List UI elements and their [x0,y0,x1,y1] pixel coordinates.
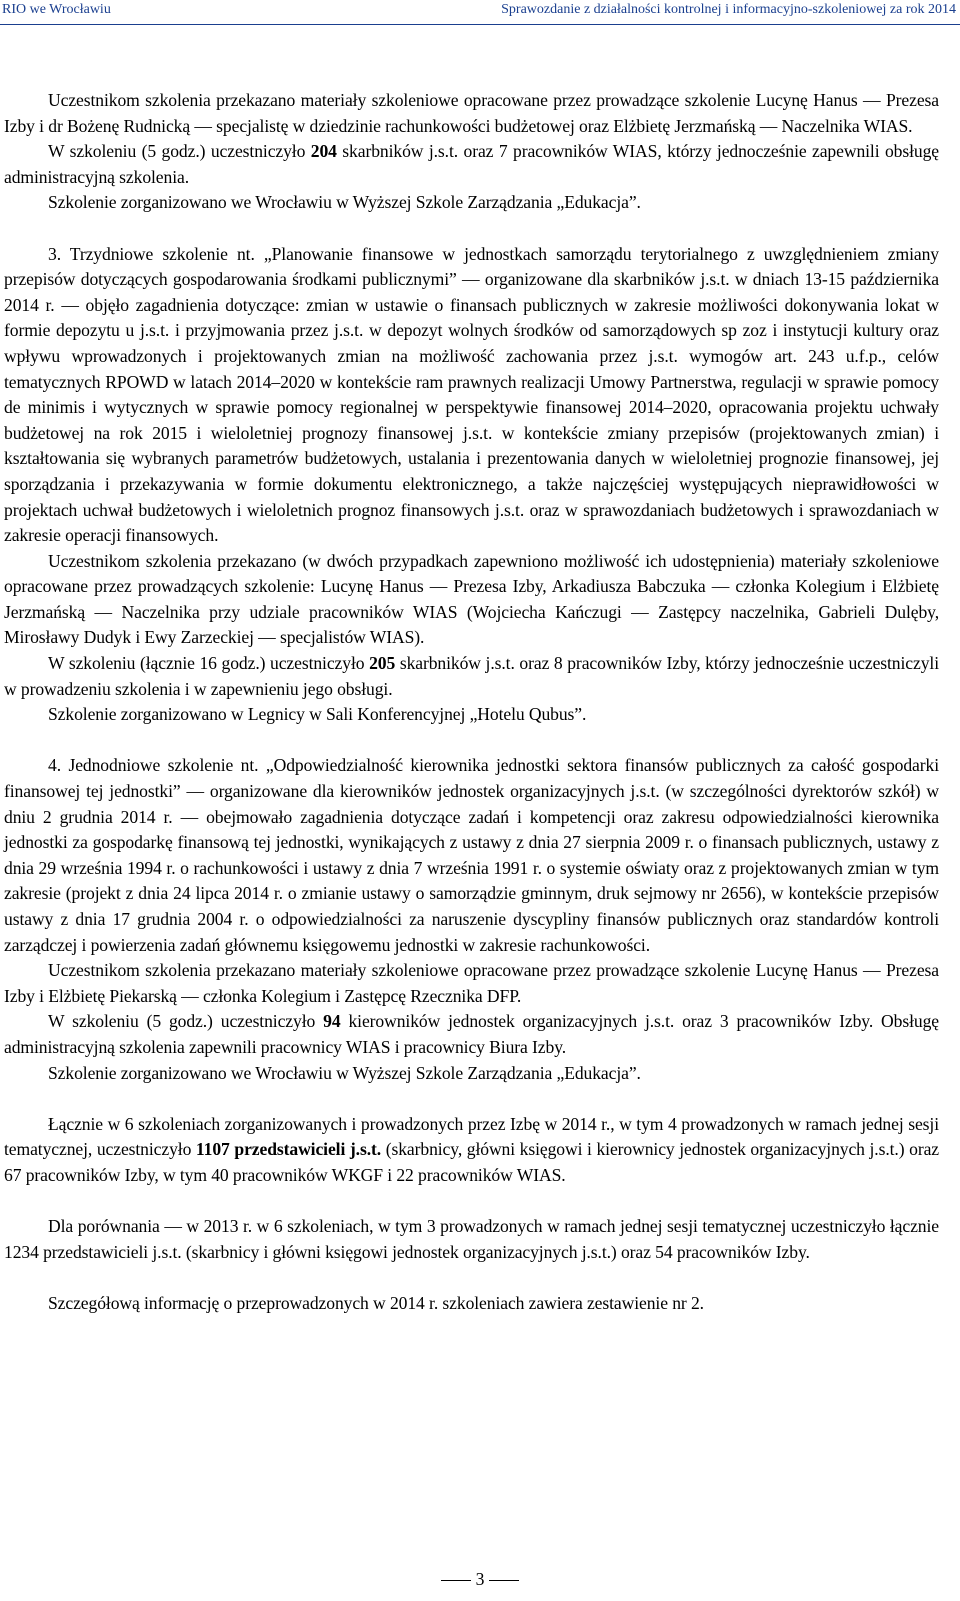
paragraph: 4. Jednodniowe szkolenie nt. „Odpowiedzialność kierownika jednostki sektora finansów publicznych za całość gospodarki finansowej tej jednostki” — organizowane dla kierowników jednostek organizacyjnych j.s.t. (w szczególności dyrektorów szkół) w dniu 2 grudnia 2014 r. — obejmowało zagadnienia dotyczące zadań i kompetencji oraz zakresu odpowiedzialności kierownika jednostki za gospodarkę finansową tej jednostki, wynikających z ustawy z dnia 27 sierpnia 2009 r. o finansach publicznych, ustawy z dnia 29 września 1994 r. o rachunkowości i ustawy z dnia 7 września 1991 r. o systemie oświaty oraz z projektowanych zmian w tym zakresie (projekt z dnia 24 lipca 2014 r. o zmianie ustawy o samorządzie gminnym, druk sejmowy nr 2656), w kontekście przepisów ustawy z dnia 17 grudnia 2004 r. o odpowiedzialności za naruszenie dyscypliny finansów publicznych oraz standardów kontroli zarządczej i powierzenia zadań głównemu księgowemu jednostki w zakresie rachunkowości. [4,755,939,955]
running-header [2,2,956,22]
paragraph: 3. Trzydniowe szkolenie nt. „Planowanie finansowe w jednostkach samorządu terytorialnego z uwzględnieniem zmiany przepisów dotyczących gospodarowania środkami publicznymi” — organizowane dla skarbników j.s.t. w dniach 13-15 października 2014 r. — objęło zagadnienia dotyczące: zmian w ustawie o finansach publicznych w zakresie możliwości dokonywania lokat w formie depozytu u j.s.t. i przyjmowania przez j.s.t. w depozyt wolnych środków od samorządowych sp zoz i instytucji kultury oraz wpływu wprowadzonych i projektowanych zmian na możliwość zachowania przez j.s.t. wymogów art. 243 u.f.p., celów tematycznych RPOWD w latach 2014–2020 w kontekście ram prawnych realizacji Umowy Partnerstwa, regulacji w sprawie pomocy de minimis i wytycznych w sprawie pomocy regionalnej w perspektywie finansowej 2014–2020, opracowania projektu uchwały budżetowej na rok 2015 i wieloletniej prognozy finansowej j.s.t. w kontekście zmiany przepisów (projektowanych zmian) i kształtowania się wybranych parametrów budżetowych, ustalania i prezentowania danych w wieloletniej prognozie finansowej, jej sporządzania i przekazywania w formie dokumentu elektronicznego, a także najczęściej występujących nieprawidłowości w projektach uchwał budżetowych i wieloletnich prognoz finansowych j.s.t. oraz w sprawozdaniach budżetowych i sprawozdaniach w zakresie operacji finansowych. [4,243,939,546]
detail-paragraph: Szczegółową informację o przeprowadzonych w 2014 r. szkoleniach zawiera zestawienie nr 2. [48,1292,704,1313]
paragraph: Uczestnikom szkolenia przekazano materiały szkoleniowe opracowane przez prowadzące szkolenie Lucynę Hanus — Prezesa Izby i Elżbietę Piekarską — członka Kolegium i Zastępcę Rzecznika DFP. [4,960,939,1006]
summary-paragraph: Łącznie w 6 szkoleniach zorganizowanych i prowadzonych przez Izbę w 2014 r., w tym 4 prowadzonych w ramach jednej sesji tematycznej, uczestniczyło 1107 przedstawicieli j.s.t. (skarbnicy, główni księgowi i kierownicy jednostek organizacyjnych j.s.t.) oraz 67 pracowników Izby, w tym 40 pracowników WKGF i 22 pracowników WIAS. [4,1113,939,1185]
paragraph: Uczestnikom szkolenia przekazano materiały szkoleniowe opracowane przez prowadzące szkolenie Lucynę Hanus — Prezesa Izby i dr Bożenę Rudnicką — specjalistę w dziedzinie rachunkowości budżetowej oraz Elżbietę Jerzmańską — Naczelnika WIAS. [4,90,939,136]
header-report-title: Sprawozdanie z działalności kontrolnej i informacyjno-szkoleniowej za rok 2014 [501,2,956,17]
paragraph: Uczestnikom szkolenia przekazano (w dwóch przypadkach zapewniono możliwość ich udostępnienia) materiały szkoleniowe opracowane przez prowadzących szkolenie: Lucynę Hanus — Prezesa Izby, Arkadiusza Babczuka — członka Kolegium i Elżbietę Jerzmańską — Naczelnika przy udziale pracowników WIAS (Wojciecha Kańczugi — Zastępcy naczelnika, Gabrieli Dulęby, Mirosławy Dudyk i Ewy Zarzeckiej — specjalistów WIAS). [4,550,939,648]
paragraph: W szkoleniu (łącznie 16 godz.) uczestniczyło 205 skarbników j.s.t. oraz 8 pracowników Izby, którzy jednocześnie uczestniczyli w prowadzeniu szkolenia i w zapewnieniu jego obsługi. [4,653,939,699]
paragraph: Szkolenie zorganizowano we Wrocławiu w Wyższej Szkole Zarządzania „Edukacja”. [48,192,641,213]
comparison-paragraph: Dla porównania — w 2013 r. w 6 szkoleniach, w tym 3 prowadzonych w ramach jednej sesji tematycznej uczestniczyło łącznie 1234 przedstawicieli j.s.t. (skarbnicy i główni księgowi jednostek organizacyjnych j.s.t.) oraz 54 pracowników Izby. [4,1216,939,1262]
paragraph: Szkolenie zorganizowano we Wrocławiu w Wyższej Szkole Zarządzania „Edukacja”. [48,1062,641,1083]
document-body [4,88,939,1317]
paragraph: W szkoleniu (5 godz.) uczestniczyło 94 kierowników jednostek organizacyjnych j.s.t. oraz 3 pracowników Izby. Obsługę administracyjną szkolenia zapewnili pracownicy WIAS i pracownicy Biura Izby. [4,1011,939,1057]
header-rule [0,24,960,25]
header-organization: RIO we Wrocławiu [2,2,111,17]
paragraph: W szkoleniu (5 godz.) uczestniczyło 204 skarbników j.s.t. oraz 7 pracowników WIAS, którzy jednocześnie zapewnili obsługę administracyjną szkolenia. [4,141,939,187]
page-number: 3 [0,1569,960,1590]
paragraph: Szkolenie zorganizowano w Legnicy w Sali Konferencyjnej „Hotelu Qubus”. [48,704,587,725]
